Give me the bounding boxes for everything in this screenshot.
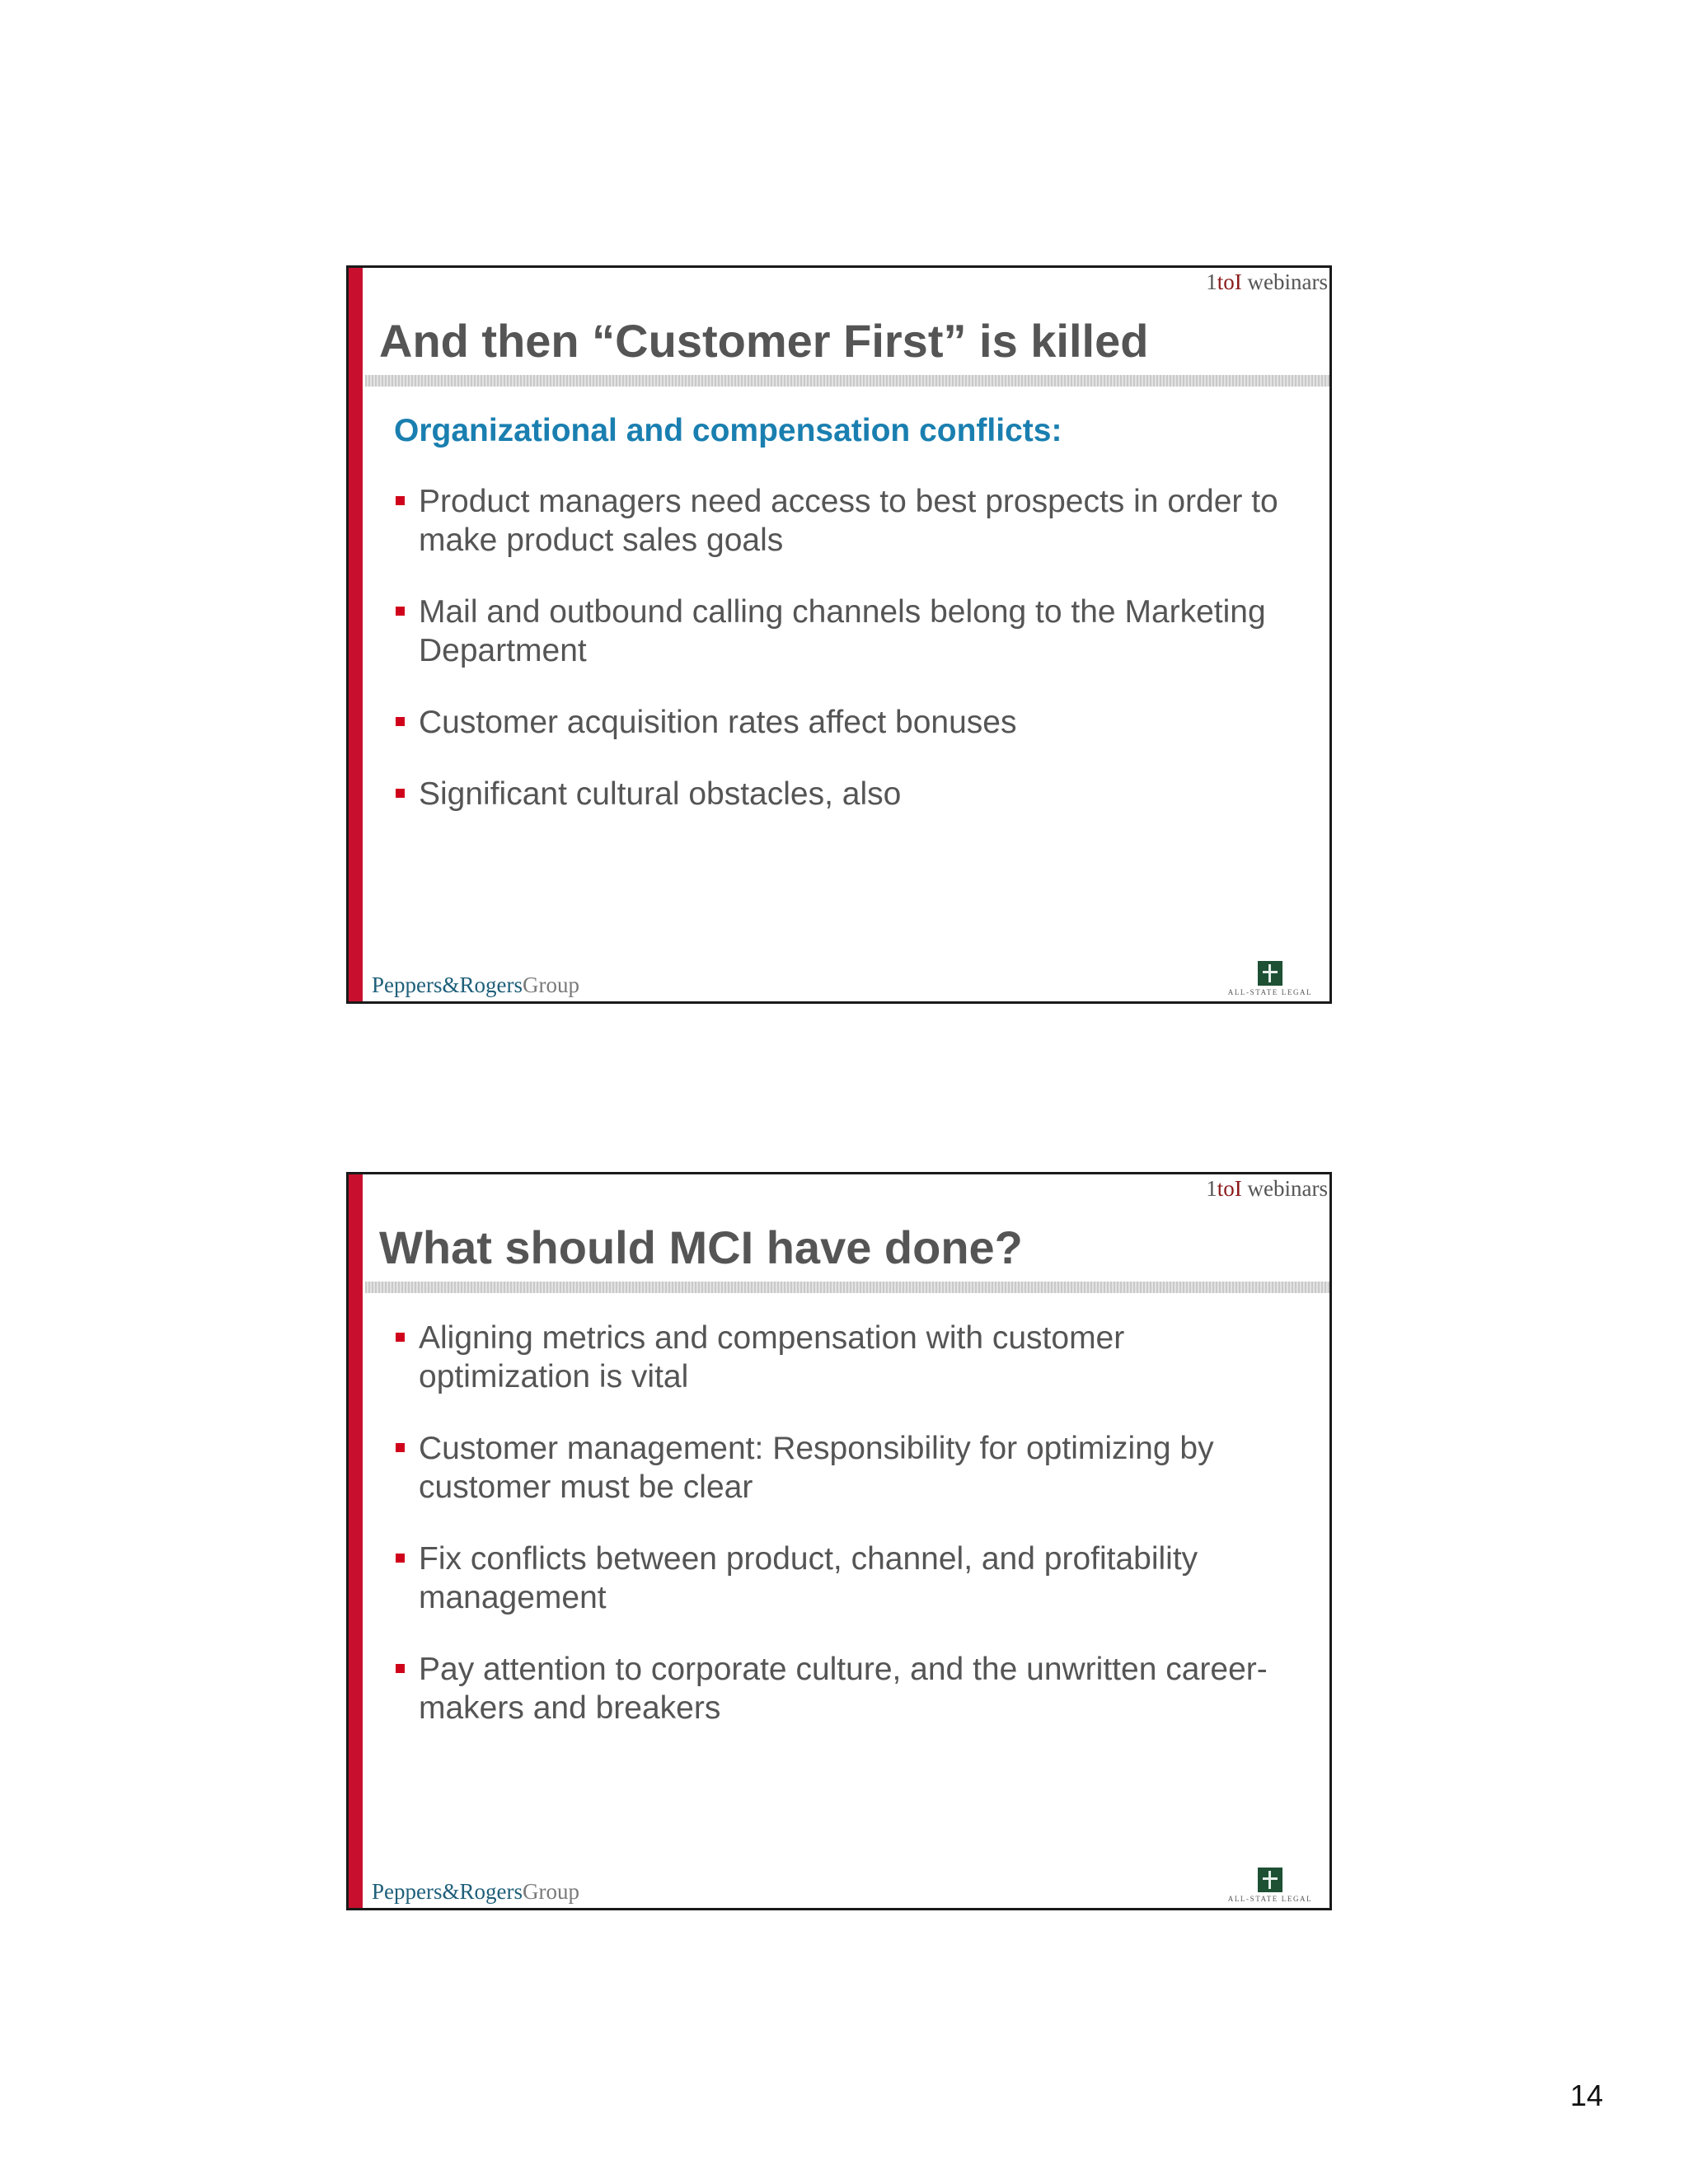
- square-bullet-icon: [396, 717, 405, 726]
- slide-2: [346, 1172, 1332, 1910]
- bullet-text: Product managers need access to best prospects in order to make product sales goals: [419, 484, 1278, 558]
- webinars-logo: 1toI webinars: [1206, 1176, 1328, 1201]
- bullet-text: Pay attention to corporate culture, and the unwritten career-makers and breakers: [419, 1652, 1268, 1726]
- square-bullet-icon: [396, 1333, 405, 1342]
- all-state-legal-logo: ALL-STATE LEGAL: [1221, 1868, 1320, 1903]
- bullet-text: Customer management: Responsibility for optimizing by customer must be clear: [419, 1431, 1214, 1505]
- title-divider: [365, 375, 1329, 387]
- bullet-text: Significant cultural obstacles, also: [419, 776, 902, 812]
- all-state-legal-icon: [1258, 961, 1282, 986]
- square-bullet-icon: [396, 496, 405, 505]
- bullet-item: [394, 593, 1280, 670]
- bullet-item: [394, 1650, 1280, 1727]
- bullet-item: [394, 703, 1280, 742]
- slide-title: What should MCI have done?: [379, 1221, 1023, 1273]
- bullet-item: [394, 775, 1280, 813]
- all-state-legal-icon: [1258, 1868, 1282, 1892]
- bullet-item: [394, 1429, 1280, 1507]
- peppers-rogers-logo: Peppers&RogersGroup: [372, 1879, 579, 1904]
- bullet-list: [394, 1319, 1280, 1760]
- bullet-text: Fix conflicts between product, channel, and profitability management: [419, 1541, 1198, 1615]
- webinars-logo: 1toI webinars: [1206, 269, 1328, 294]
- bullet-item: [394, 1319, 1280, 1396]
- title-divider: [365, 1282, 1329, 1293]
- slide-title: And then “Customer First” is killed: [379, 315, 1149, 367]
- bullet-list: [394, 482, 1280, 846]
- bullet-item: [394, 1540, 1280, 1617]
- slide-1: [346, 265, 1332, 1004]
- slide-red-bar: [349, 1174, 363, 1908]
- square-bullet-icon: [396, 789, 405, 798]
- square-bullet-icon: [396, 1664, 405, 1673]
- bullet-text: Customer acquisition rates affect bonuses: [419, 705, 1017, 740]
- square-bullet-icon: [396, 1443, 405, 1452]
- square-bullet-icon: [396, 1554, 405, 1563]
- peppers-rogers-logo: Peppers&RogersGroup: [372, 972, 579, 997]
- bullet-item: [394, 482, 1280, 560]
- slide-subheading: Organizational and compensation conflicts:: [394, 413, 1062, 448]
- page-number: 14: [1570, 2079, 1604, 2112]
- bullet-text: Mail and outbound calling channels belong to the Marketing Department: [419, 594, 1266, 668]
- all-state-legal-logo: ALL-STATE LEGAL: [1221, 961, 1320, 996]
- bullet-text: Aligning metrics and compensation with customer optimization is vital: [419, 1320, 1125, 1394]
- square-bullet-icon: [396, 607, 405, 616]
- slide-red-bar: [349, 268, 363, 1001]
